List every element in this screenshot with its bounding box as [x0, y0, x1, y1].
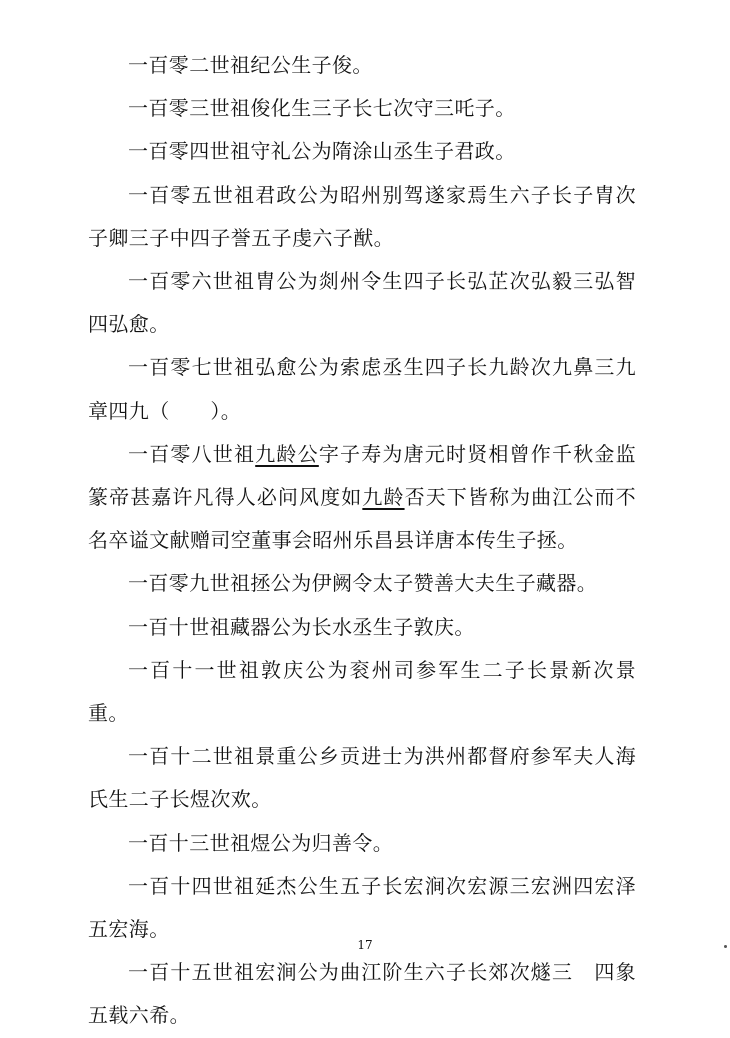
- paragraph: [88, 130, 636, 173]
- paragraph: [88, 174, 636, 260]
- page-number: 17: [357, 938, 373, 952]
- text-segment: 字子寿为唐元时贤相曾作千秋金监篆帝甚嘉许凡得人必问风度如: [88, 441, 637, 510]
- paragraph: [88, 44, 636, 87]
- text-segment: 一百十一世祖敦庆公为衮州司参军生二子长景新次景重。: [88, 657, 636, 726]
- text-segment: 一百零二世祖纪公生子俊。: [128, 53, 373, 77]
- paragraph: [88, 606, 636, 649]
- paragraph: [88, 346, 636, 432]
- scan-speck: [724, 945, 727, 948]
- body-text: [88, 44, 636, 1038]
- text-segment: 一百零三世祖俊化生三子长七次守三吒子。: [128, 96, 516, 121]
- text-segment: 一百零四世祖守礼公为隋涂山丞生子君政。: [128, 139, 516, 164]
- paragraph: [88, 87, 636, 130]
- text-segment: 一百十五世祖宏涧公为曲江阶生六子长郊次燧三 四象五载六希。: [88, 960, 636, 1028]
- paragraph: [88, 260, 636, 346]
- paragraph: [88, 951, 636, 1037]
- text-segment: 一百零八世祖: [128, 441, 256, 466]
- paragraph: [88, 433, 636, 563]
- paragraph: [88, 735, 636, 821]
- paragraph: [88, 822, 636, 865]
- text-segment: 一百十世祖藏器公为长水丞生子敦庆。: [128, 614, 475, 639]
- text-segment: 否天下皆称为曲江公而不名卒谥文献赠司空董事会昭州乐昌县详唐本传生子拯。: [88, 485, 636, 553]
- text-segment: 一百零九世祖拯公为伊阙令太子赞善大夫生子藏器。: [128, 571, 598, 596]
- text-segment: 一百十二世祖景重公乡贡进士为洪州都督府参军夫人海氏生二子长煜次欢。: [88, 744, 636, 812]
- paragraph: [88, 562, 636, 605]
- text-segment: 一百零六世祖胄公为剡州令生四子长弘芷次弘毅三弘智四弘愈。: [88, 269, 636, 337]
- paragraph: [88, 649, 636, 735]
- underlined-name: 九龄公: [255, 441, 319, 466]
- text-segment: 一百零五世祖君政公为昭州别驾遂家焉生六子长子胄次子卿三子中四子誉五子虔六子猷。: [88, 182, 636, 250]
- text-segment: 一百十三世祖煜公为归善令。: [128, 830, 394, 855]
- text-segment: 一百十四世祖延杰公生五子长宏涧次宏源三宏洲四宏泽五宏海。: [88, 873, 636, 942]
- text-segment: 一百零七世祖弘愈公为索虑丞生四子长九龄次九鼻三九章四九（ ）。: [88, 355, 636, 423]
- underlined-name: 九龄: [362, 485, 405, 510]
